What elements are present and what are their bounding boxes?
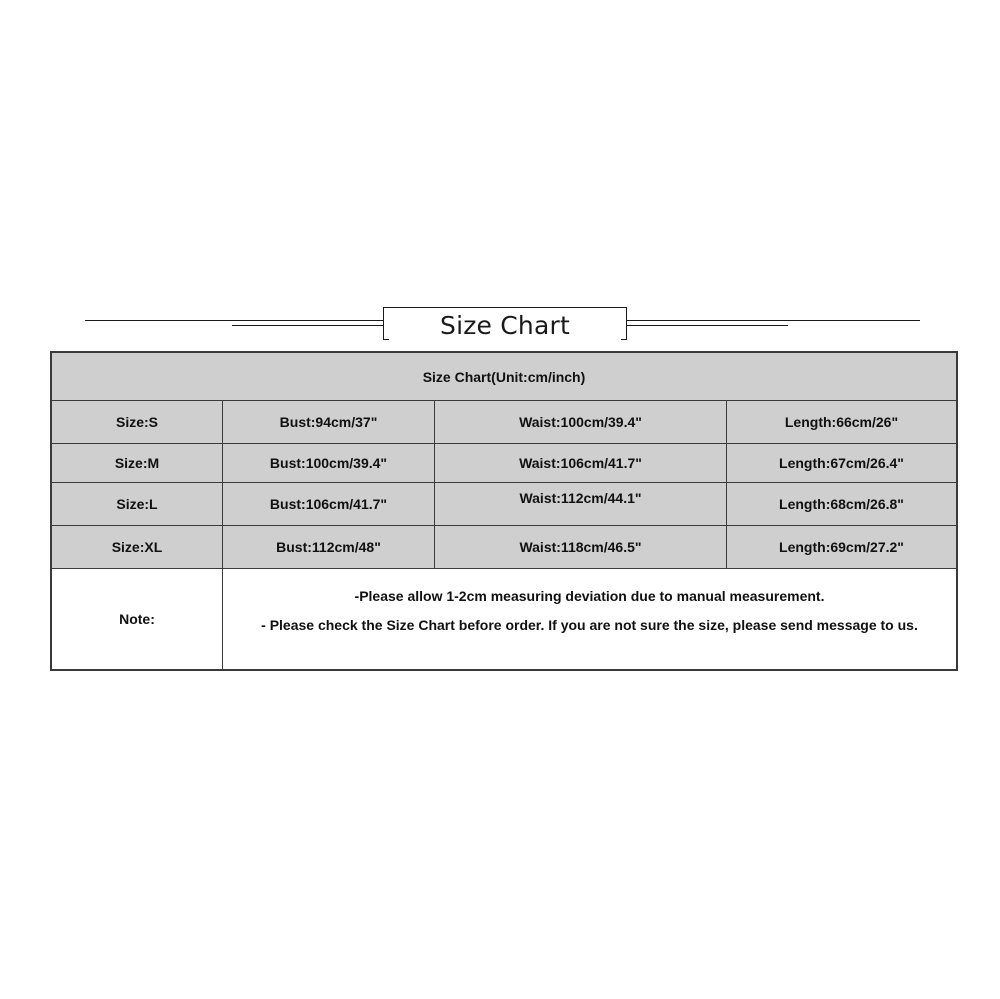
note-line: - Please check the Size Chart before order. If you are not sure the size, please send message to us. bbox=[261, 617, 918, 633]
bust-cell: Bust:106cm/41.7" bbox=[269, 496, 388, 512]
length-cell: Length:66cm/26" bbox=[784, 414, 899, 430]
title-rule-right bbox=[627, 320, 920, 321]
note-line: -Please allow 1-2cm measuring deviation due to manual measurement. bbox=[354, 588, 825, 604]
table-caption: Size Chart(Unit:cm/inch) bbox=[422, 368, 586, 385]
page-title: Size Chart bbox=[440, 311, 570, 340]
size-chart-table bbox=[50, 351, 958, 671]
title-rule-left-inner bbox=[232, 325, 383, 326]
waist-cell: Waist:112cm/44.1" bbox=[519, 490, 642, 506]
size-cell: Size:L bbox=[116, 496, 158, 512]
bust-cell: Bust:100cm/39.4" bbox=[269, 455, 388, 471]
size-cell: Size:M bbox=[114, 455, 160, 471]
length-cell: Length:69cm/27.2" bbox=[779, 539, 904, 555]
waist-cell: Waist:100cm/39.4" bbox=[519, 414, 642, 430]
title-rule-left bbox=[85, 320, 383, 321]
note-text bbox=[223, 569, 956, 669]
length-cell: Length:68cm/26.8" bbox=[779, 496, 904, 512]
bust-cell: Bust:94cm/37" bbox=[279, 414, 378, 430]
title-rule-right-inner bbox=[627, 325, 788, 326]
length-cell: Length:67cm/26.4" bbox=[779, 455, 904, 471]
bust-cell: Bust:112cm/48" bbox=[276, 539, 381, 555]
waist-cell: Waist:106cm/41.7" bbox=[519, 455, 642, 471]
size-cell: Size:XL bbox=[111, 539, 163, 555]
waist-cell: Waist:118cm/46.5" bbox=[519, 539, 642, 555]
title-frame bbox=[383, 307, 627, 339]
note-label: Note: bbox=[119, 611, 155, 627]
size-cell: Size:S bbox=[115, 414, 158, 430]
